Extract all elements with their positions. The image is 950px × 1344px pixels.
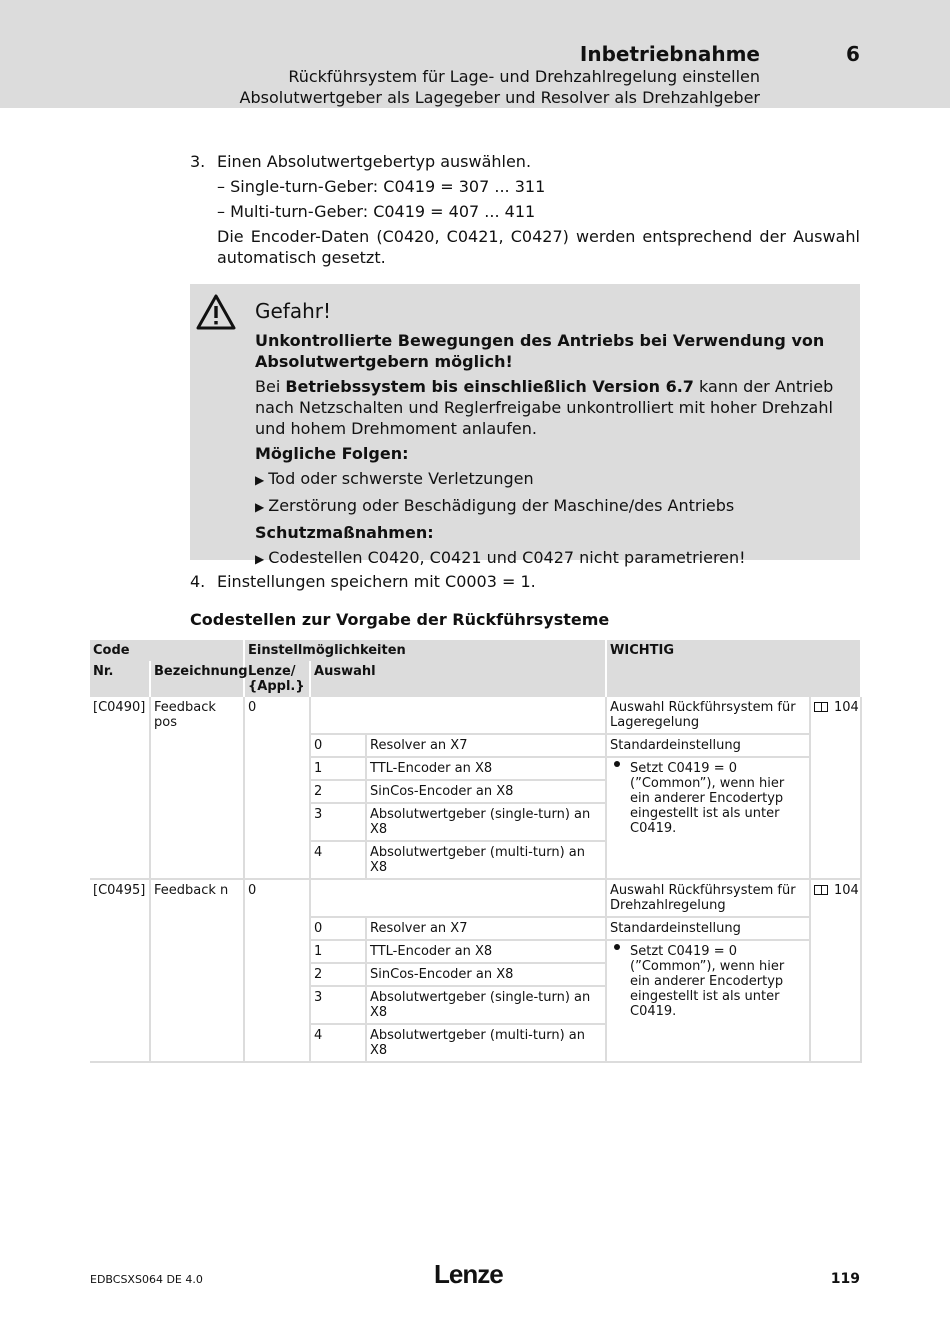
option-value: 1: [310, 757, 366, 780]
col-header-nr: Nr.: [90, 661, 150, 697]
page-reference: [810, 697, 861, 879]
col-header-selection: Auswahl: [310, 661, 606, 697]
col-header-code: Code: [90, 640, 244, 661]
header-title: Inbetriebnahme: [579, 42, 760, 66]
option-value: 3: [310, 803, 366, 841]
danger-headline: Unkontrollierte Bewegungen des Antriebs bei Verwendung von Absolutwertgebern möglich!: [255, 331, 825, 371]
consequences-title: Mögliche Folgen:: [255, 444, 409, 463]
triangle-bullet-icon: ▶: [255, 552, 265, 566]
section-title: Codestellen zur Vorgabe der Rückführsysteme: [190, 610, 610, 629]
chapter-number: 6: [846, 42, 860, 66]
code-table: [90, 640, 862, 1063]
step-text: Einstellungen speichern mit C0003 = 1.: [217, 572, 536, 591]
measures-title: Schutzmaßnahmen:: [255, 523, 434, 542]
lenze-logo: Lenze: [434, 1259, 503, 1289]
option-value: 3: [310, 986, 366, 1024]
document-id: EDBCSXS064 DE 4.0: [90, 1273, 203, 1286]
book-icon: [814, 702, 828, 712]
table-row: [90, 879, 861, 917]
col-header-name: Bezeichnung: [150, 661, 244, 697]
code-name: Feedback pos: [150, 697, 244, 879]
page-number: 119: [830, 1271, 860, 1287]
danger-box: [190, 284, 860, 567]
step-item-single-turn: – Single-turn-Geber: C0419 = 307 ... 311: [217, 177, 546, 196]
step-4: [190, 571, 860, 592]
consequence-item: [255, 495, 845, 518]
option-label: Absolutwertgeber (multi-turn) an X8: [366, 841, 606, 879]
option-value: 0: [310, 734, 366, 757]
col-header-lenze: Lenze/ {Appl.}: [244, 661, 310, 697]
bullet-dot-icon: [614, 944, 620, 950]
danger-body-prefix: Bei: [255, 377, 286, 396]
option-value: 4: [310, 1024, 366, 1062]
code-name: Feedback n: [150, 879, 244, 1062]
bullet-text: Setzt C0419 = 0 (”Common”), wenn hier ein anderer Encodertyp eingestellt ist als unter C0419.: [630, 761, 785, 836]
option-label: SinCos-Encoder an X8: [366, 780, 606, 803]
step-number: 3.: [190, 152, 206, 171]
code-description: Auswahl Rückführsystem für Drehzahlregelung: [606, 879, 810, 917]
code-default: 0: [244, 697, 310, 879]
option-label: TTL-Encoder an X8: [366, 940, 606, 963]
danger-title: Gefahr!: [255, 299, 332, 323]
page-reference-number: 104: [834, 883, 859, 898]
consequence-text: Tod oder schwerste Verletzungen: [268, 469, 534, 488]
selection-empty: [310, 697, 606, 734]
step-number: 4.: [190, 572, 206, 591]
warning-triangle-icon: [196, 294, 236, 330]
option-value: 2: [310, 963, 366, 986]
triangle-bullet-icon: ▶: [255, 473, 265, 487]
page-reference-number: 104: [834, 700, 859, 715]
option-value: 2: [310, 780, 366, 803]
col-header-important: WICHTIG: [606, 640, 861, 697]
table-row: [90, 697, 861, 734]
option-value: 0: [310, 917, 366, 940]
option-bullet-note: [606, 940, 810, 1062]
option-value: 1: [310, 940, 366, 963]
code-description: Auswahl Rückführsystem für Lageregelung: [606, 697, 810, 734]
measure-text: Codestellen C0420, C0421 und C0427 nicht parametrieren!: [268, 548, 746, 567]
option-label: Resolver an X7: [366, 917, 606, 940]
danger-body: [255, 376, 845, 439]
book-icon: [814, 885, 828, 895]
step-item-multi-turn: – Multi-turn-Geber: C0419 = 407 ... 411: [217, 202, 536, 221]
measure-item: [255, 547, 845, 570]
option-label: Resolver an X7: [366, 734, 606, 757]
option-label: Absolutwertgeber (multi-turn) an X8: [366, 1024, 606, 1062]
selection-empty: [310, 879, 606, 917]
step-text: Einen Absolutwertgebertyp auswählen.: [217, 152, 532, 171]
code-default: 0: [244, 879, 310, 1062]
consequence-item: [255, 468, 845, 491]
code-nr: [C0495]: [90, 879, 150, 1062]
danger-body-suffix: kann der Antrieb nach Netzschalten und Reglerfreigabe unkontrolliert mit hoher Drehzahl und hohem Drehmoment anlaufen.: [255, 377, 834, 438]
consequence-text: Zerstörung oder Beschädigung der Maschine/des Antriebs: [268, 496, 735, 515]
option-info: Standardeinstellung: [606, 734, 810, 757]
bullet-text: Setzt C0419 = 0 (”Common”), wenn hier ein anderer Encodertyp eingestellt ist als unter C0419.: [630, 944, 785, 1019]
step-note: Die Encoder-Daten (C0420, C0421, C0427) werden entsprechend der Auswahl automatisch gesetzt.: [217, 227, 860, 267]
option-label: Absolutwertgeber (single-turn) an X8: [366, 803, 606, 841]
option-label: Absolutwertgeber (single-turn) an X8: [366, 986, 606, 1024]
header-subtitle-2: Absolutwertgeber als Lagegeber und Resolver als Drehzahlgeber: [239, 88, 760, 107]
option-info: Standardeinstellung: [606, 917, 810, 940]
danger-body-bold: Betriebssystem bis einschließlich Version 6.7: [285, 377, 694, 396]
option-value: 4: [310, 841, 366, 879]
code-nr: [C0490]: [90, 697, 150, 879]
option-label: TTL-Encoder an X8: [366, 757, 606, 780]
triangle-bullet-icon: ▶: [255, 500, 265, 514]
page-header: [0, 0, 950, 108]
option-bullet-note: [606, 757, 810, 879]
header-subtitle-1: Rückführsystem für Lage- und Drehzahlregelung einstellen: [288, 67, 760, 86]
option-label: SinCos-Encoder an X8: [366, 963, 606, 986]
page-reference: [810, 879, 861, 1062]
step-3: [190, 151, 860, 268]
bullet-dot-icon: [614, 761, 620, 767]
col-header-settings: Einstellmöglichkeiten: [244, 640, 606, 661]
